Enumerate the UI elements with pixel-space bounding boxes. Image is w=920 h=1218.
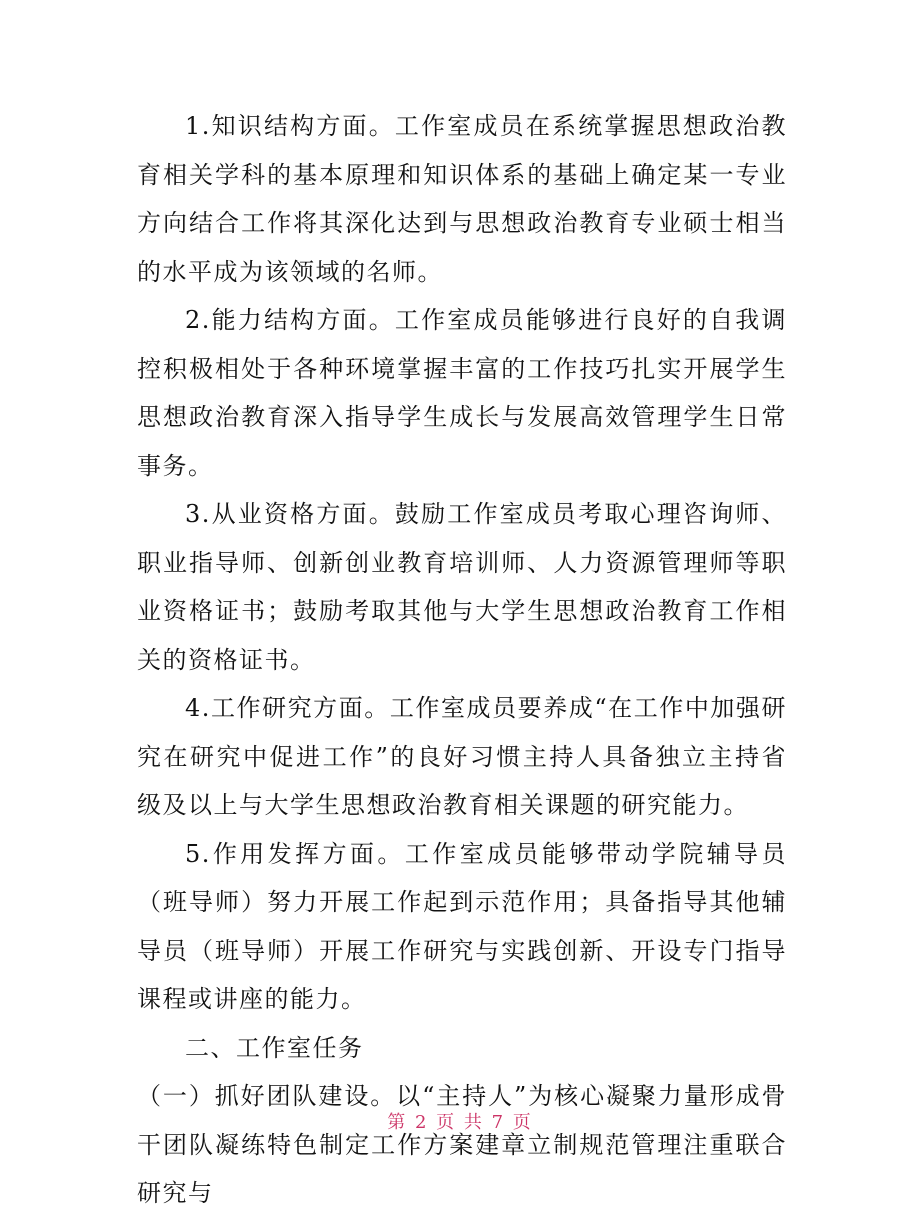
page-number-footer: 第 2 页 共 7 页 — [387, 1112, 533, 1133]
document-body — [137, 102, 787, 1218]
paragraph-ability-structure: 2.能力结构方面。工作室成员能够进行良好的自我调控积极相处于各种环境掌握丰富的工作技巧扎实开展学生思想政治教育深入指导学生成长与发展高效管理学生日常事务。 — [137, 306, 787, 480]
paragraph-team-building: （一）抓好团队建设。以“主持人”为核心凝聚力量形成骨干团队凝练特色制定工作方案建章立制规范管理注重联合研究与 — [137, 1082, 787, 1207]
paragraph-knowledge-structure: 1.知识结构方面。工作室成员在系统掌握思想政治教育相关学科的基本原理和知识体系的基础上确定某一专业方向结合工作将其深化达到与思想政治教育专业硕士相当的水平成为该领域的名师。 — [137, 112, 787, 286]
section-heading-tasks: 二、工作室任务 — [185, 1033, 364, 1062]
paragraph-qualification: 3.从业资格方面。鼓励工作室成员考取心理咨询师、职业指导师、创新创业教育培训师、人力资源管理师等职业资格证书；鼓励考取其他与大学生思想政治教育工作相关的资格证书。 — [137, 500, 787, 674]
paragraph-role-play: 5.作用发挥方面。工作室成员能够带动学院辅导员（班导师）努力开展工作起到示范作用；具备指导其他辅导员（班导师）开展工作研究与实践创新、开设专门指导课程或讲座的能力。 — [137, 839, 787, 1013]
paragraph-work-research: 4.工作研究方面。工作室成员要养成“在工作中加强研究在研究中促进工作”的良好习惯主持人具备独立主持省级及以上与大学生思想政治教育相关课题的研究能力。 — [137, 694, 787, 819]
